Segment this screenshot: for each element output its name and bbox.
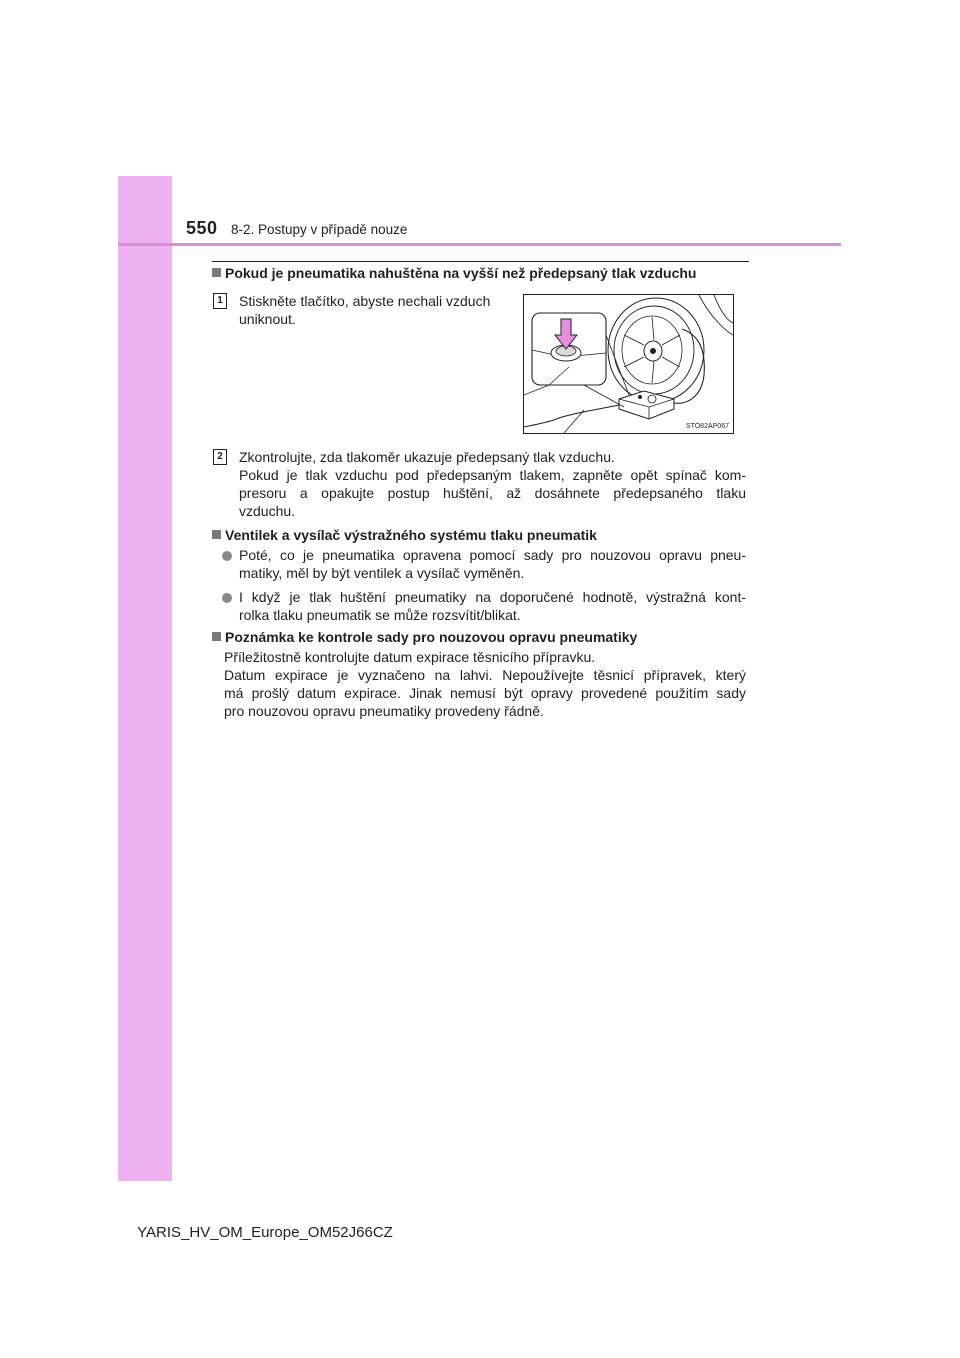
round-bullet-icon — [222, 551, 232, 561]
section-divider — [212, 261, 749, 262]
square-bullet-icon — [212, 530, 221, 539]
page-number: 550 — [186, 218, 218, 238]
section-title: 8-2. Postupy v případě nouze — [231, 222, 408, 237]
compressor-release-illustration — [523, 294, 734, 434]
step-1-text: Stiskněte tlačítko, abyste nechali vzduch uniknout. — [239, 293, 491, 327]
round-bullet-icon — [222, 593, 232, 603]
heading-kit-check: Poznámka ke kontrole sady pro nouzovou opravu pneumatiky — [212, 629, 637, 645]
header-rule — [118, 243, 841, 246]
step-2-text: Zkontrolujte, zda tlakoměr ukazuje předepsaný tlak vzduchu. Pokud je tlak vzduchu pod předepsaným tlakem, zapněte opět spínač kom- presoru a opakujte postup huštění, až dosáhnete předepsaného tlaku vzduchu. — [239, 449, 746, 519]
footer-document-id: YARIS_HV_OM_Europe_OM52J66CZ — [137, 1224, 393, 1241]
step-number-2: 2 — [213, 449, 227, 465]
square-bullet-icon — [212, 268, 221, 277]
bullet-warning-light: I když je tlak huštění pneumatiky na doporučené hodnotě, výstražná kont- rolka tlaku pneumatik se může rozsvítit/blikat. — [239, 589, 746, 623]
square-bullet-icon — [212, 632, 221, 641]
heading-over-inflated: Pokud je pneumatika nahuštěna na vyšší než předepsaný tlak vzduchu — [212, 265, 696, 281]
side-tab-bar — [118, 176, 172, 1181]
bullet-replace-valve: Poté, co je pneumatika opravena pomocí sady pro nouzovou opravu pneu- matiky, měl by být ventilek a vysílač vyměněn. — [239, 547, 746, 581]
step-number-1: 1 — [213, 293, 227, 309]
figure-code: STO82AP067 — [685, 423, 729, 430]
heading-valve-transmitter: Ventilek a vysílač výstražného systému tlaku pneumatik — [212, 527, 597, 543]
kit-check-text: Příležitostně kontrolujte datum expirace těsnicího přípravku. Datum expirace je vyznačeno na lahvi. Nepoužívejte těsnicí přípravek, který má prošlý datum expirace. Jinak nemusí být opravy provedené použitím sady pro nouzovou opravu pneumatiky provedeny řádně. — [224, 649, 746, 719]
